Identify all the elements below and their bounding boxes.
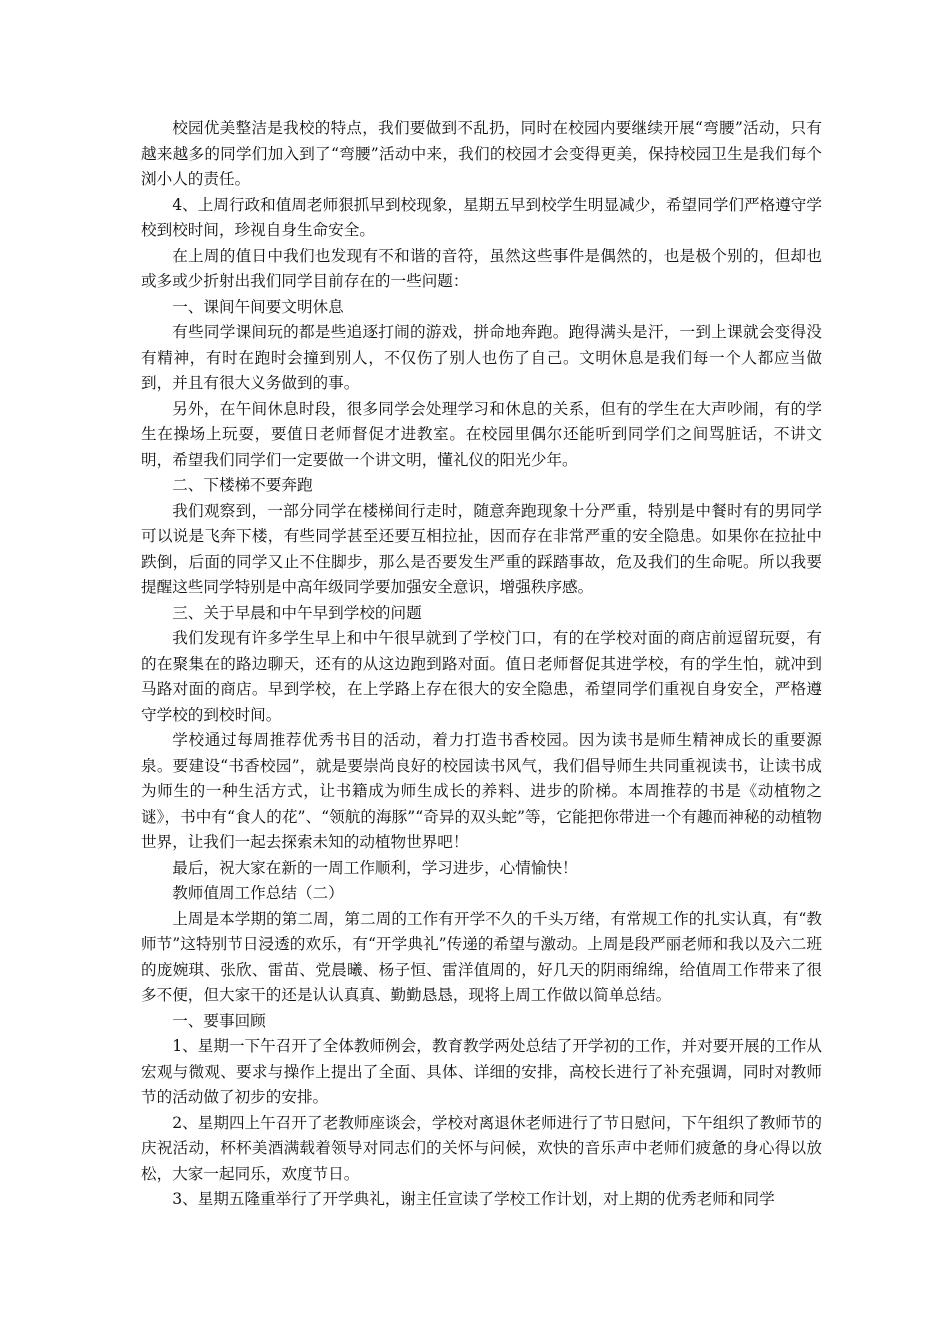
paragraph-review-item-1: 1、星期一下午召开了全体教师例会，教育教学两处总结了开学初的工作，并对要开展的工作从宏观与微观、要求与操作上提出了全面、具体、详细的安排，高校长进行了补充强调，同时对教师节的活动做了初步的安排。 [141,1037,822,1106]
paragraph-issues-intro: 在上周的值日中我们也发现有不和谐的音符，虽然这些事件是偶然的，也是极个别的，但却也或多或少折射出我们同学目前存在的一些问题： [141,246,822,290]
paragraph-reading-campus: 学校通过每周推荐优秀书目的活动，着力打造书香校园。因为读书是师生精神成长的重要源泉。要建设“书香校园”，就是要崇尚良好的校园读书风气，我们倡导师生共同重视读书，让读书成为师生的一种生活方式，让书籍成为师生成长的养料、进步的阶梯。本周推荐的书是《动植物之谜》，书中有“食人的花”、“领航的海豚”“奇异的双头蛇”等，它能把你带进一个有趣而神秘的动植物世界，让我们一起去探索未知的动植物世界吧！ [141,731,822,851]
paragraph-campus-hygiene: 校园优美整洁是我校的特点，我们要做到不乱扔，同时在校园内要继续开展“弯腰”活动，只有越来越多的同学们加入到了“弯腰”活动中来，我们的校园才会变得更美，保持校园卫生是我们每个浏小人的责任。 [141,119,822,188]
paragraph-noon-rest: 另外，在午间休息时段，很多同学会处理学习和休息的关系，但有的学生在大声吵闹，有的学生在操场上玩耍，要值日老师督促才进教室。在校园里偶尔还能听到同学们之间骂脏话，不讲文明，希望我们同学们一定要做一个讲文明，懂礼仪的阳光少年。 [141,399,822,469]
section-heading-early-school: 三、关于早晨和中午早到学校的问题 [172,603,422,622]
paragraph-break-rest: 有些同学课间玩的都是些追逐打闹的游戏，拼命地奔跑。跑得满头是汗，一到上课就会变得没有精神，有时在跑时会撞到别人，不仅伤了别人也伤了自己。文明休息是我们每一个人都应当做到，并且有很大义务做到的事。 [141,323,822,392]
paragraph-week-summary: 上周是本学期的第二周，第二周的工作有开学不久的千头万绪，有常规工作的扎实认真，有“教师节”这特别节日浸透的欢乐，有“开学典礼”传递的希望与激动。上周是段严丽老师和我以及六二班的庞婉琪、张欣、雷苗、党晨曦、杨子恒、雷洋值周的，好几天的阴雨绵绵，给值周工作带来了很多不便，但大家干的还是认认真真、勤勤恳恳，现将上周工作做以简单总结。 [141,909,822,1004]
document-body [141,116,822,1213]
paragraph-review-item-3: 3、星期五隆重举行了开学典礼，谢主任宣读了学校工作计划，对上期的优秀老师和同学 [172,1190,775,1208]
paragraph-early-arrival: 4、上周行政和值周老师狠抓早到校现象，星期五早到校学生明显减少，希望同学们严格遵守学校到校时间，珍视自身生命安全。 [141,195,822,239]
section-heading-break-rest: 一、课间午间要文明休息 [172,297,344,316]
paragraph-stairs: 我们观察到，一部分同学在楼梯间行走时，随意奔跑现象十分严重，特别是中餐时有的男同学可以说是飞奔下楼，有些同学甚至还要互相拉扯，因而存在非常严重的安全隐患。如果你在拉扯中跌倒，后面的同学又止不住脚步，那么是否要发生严重的踩踏事故，危及我们的生命呢。所以我要提醒这些同学特别是中高年级同学要加强安全意识，增强秩序感。 [141,501,822,596]
section-heading-review: 一、要事回顾 [172,1011,266,1030]
paragraph-review-item-2: 2、星期四上午召开了老教师座谈会，学校对离退休老师进行了节日慰问，下午组织了教师节的庆祝活动，杯杯美酒满载着领导对同志们的关怀与问候，欢快的音乐声中老师们疲惫的身心得以放松，大家一起同乐，欢度节日。 [141,1113,822,1183]
section-heading-stairs: 二、下楼梯不要奔跑 [172,476,313,494]
paragraph-early-school: 我们发现有许多学生早上和中午很早就到了学校门口，有的在学校对面的商店前逗留玩耍，有的在聚集在的路边聊天，还有的从这边跑到路对面。值日老师督促其进学校，有的学生怕，就冲到马路对面的商店。早到学校，在上学路上存在很大的安全隐患，希望同学们重视自身安全，严格遵守学校的到校时间。 [141,629,822,724]
document-subtitle: 教师值周工作总结（二） [172,884,344,902]
paragraph-closing-wishes: 最后，祝大家在新的一周工作顺利，学习进步，心情愉快！ [172,858,578,877]
